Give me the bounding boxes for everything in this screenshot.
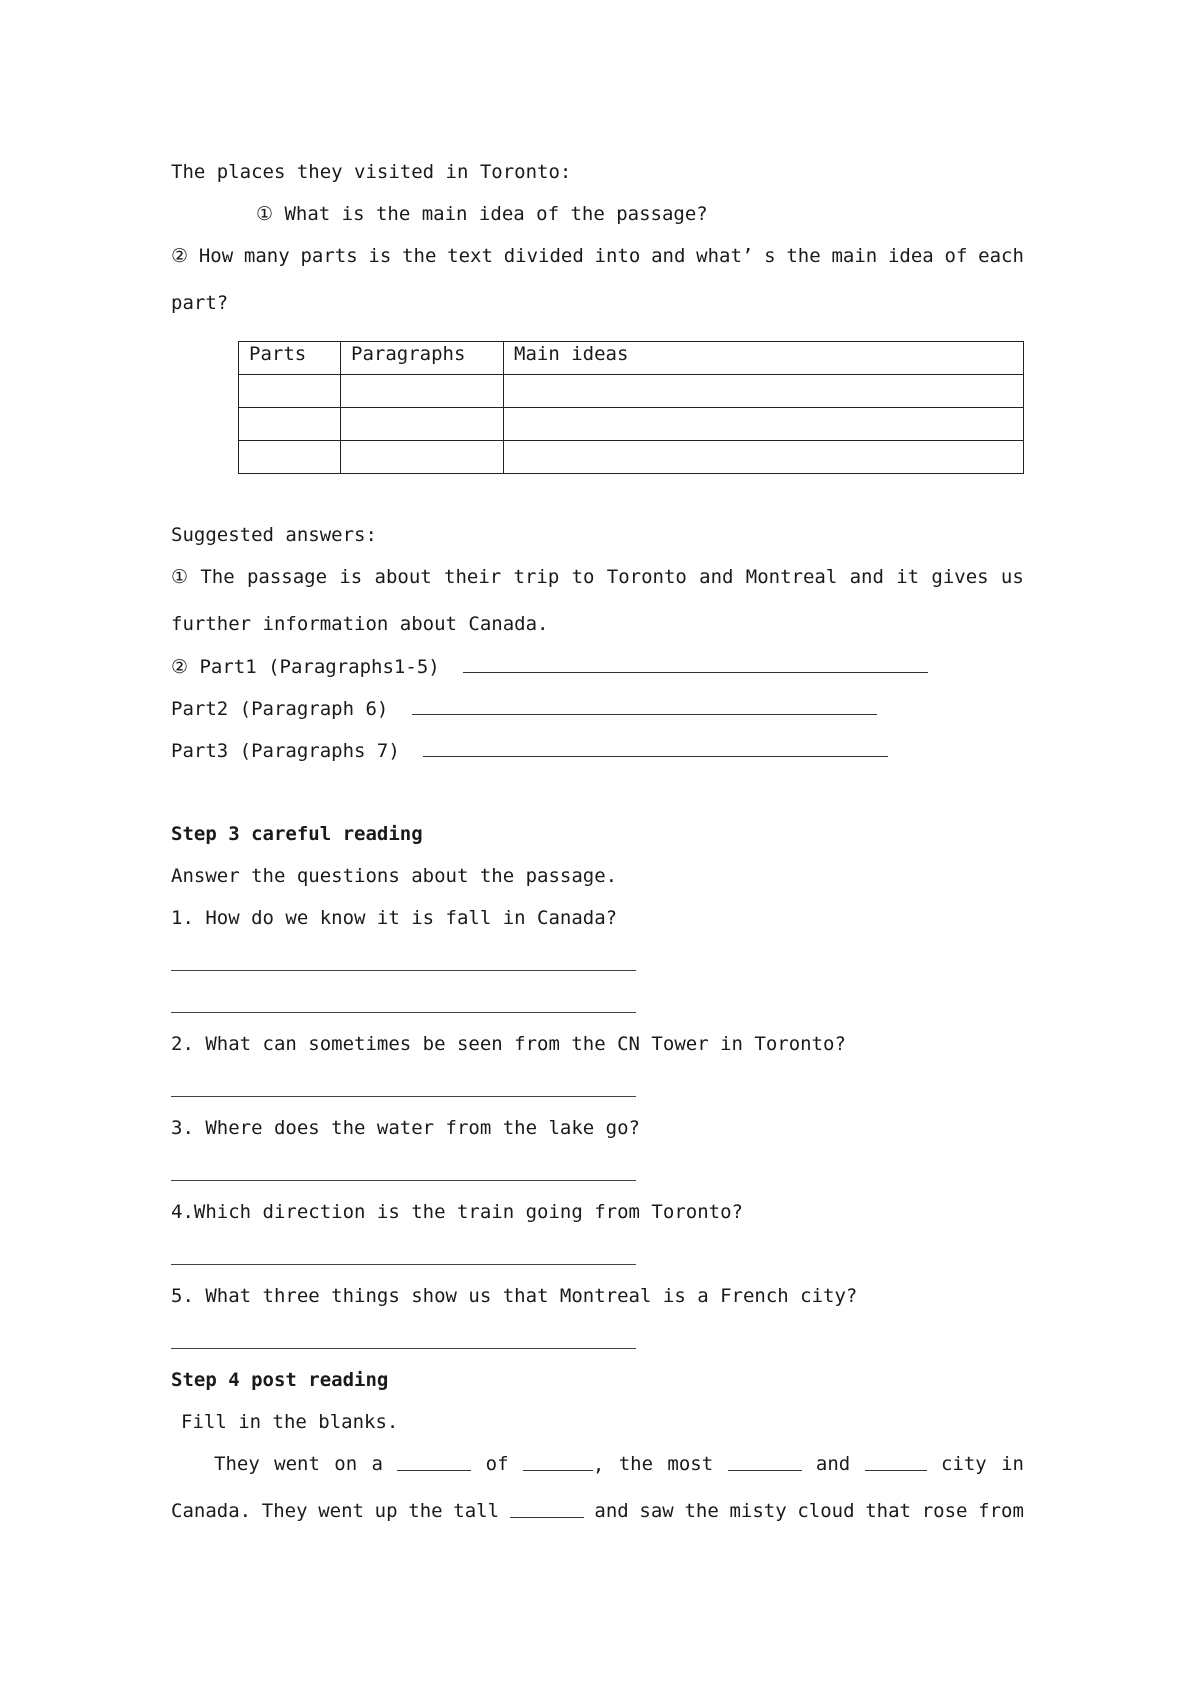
answer-line-3[interactable]	[171, 1180, 636, 1181]
table-cell[interactable]	[341, 408, 504, 441]
blank-4[interactable]	[865, 1452, 927, 1471]
blank-2-group: ,	[523, 1452, 604, 1477]
answer-line-1b[interactable]	[171, 1012, 636, 1013]
part3-blank[interactable]	[423, 738, 888, 757]
table-cell[interactable]	[504, 375, 1024, 408]
answer-line-5[interactable]	[171, 1348, 636, 1349]
parts-table	[238, 341, 1024, 474]
step4-instruction: Fill in the blanks.	[181, 1411, 399, 1433]
header-main-ideas: Main ideas	[504, 342, 1024, 375]
part2-blank[interactable]	[412, 696, 877, 715]
part1-line: ② Part1 (Paragraphs1-5)	[171, 654, 928, 679]
question-1: 1. How do we know it is fall in Canada?	[171, 907, 618, 929]
answer-one-line: ① The passage is about their trip to Toronto and Montreal and it gives us	[171, 566, 1024, 588]
question-parts-line: ② How many parts is the text divided into and what’ s the main idea of each	[171, 245, 1024, 267]
fill-blank-line-1: They went on a of , the most and city in	[214, 1453, 1024, 1476]
question-3: 3. Where does the water from the lake go?	[171, 1117, 640, 1139]
suggested-answers-heading: Suggested answers:	[171, 524, 377, 546]
blank-2[interactable]	[523, 1452, 593, 1471]
table-cell[interactable]	[239, 441, 341, 474]
header-parts: Parts	[239, 342, 341, 375]
question-parts-tail: part?	[171, 292, 229, 314]
table-cell[interactable]	[239, 408, 341, 441]
fill-blank-line-2: Canada. They went up the tall and saw the misty cloud that rose from	[171, 1500, 1024, 1522]
table-row	[239, 375, 1024, 408]
part2-line: Part2 (Paragraph 6)	[171, 696, 877, 721]
answer-line-4[interactable]	[171, 1264, 636, 1265]
step3-instruction: Answer the questions about the passage.	[171, 865, 618, 887]
table-row	[239, 408, 1024, 441]
question-2: 2. What can sometimes be seen from the CN Tower in Toronto?	[171, 1033, 846, 1055]
table-header-row	[239, 342, 1024, 375]
table-cell[interactable]	[504, 441, 1024, 474]
part3-line: Part3 (Paragraphs 7)	[171, 738, 888, 763]
table-cell[interactable]	[341, 441, 504, 474]
answer-line-1a[interactable]	[171, 970, 636, 971]
blank-3[interactable]	[728, 1452, 802, 1471]
blank-5[interactable]	[510, 1499, 584, 1518]
blank-1[interactable]	[397, 1452, 471, 1471]
answer-one-tail: further information about Canada.	[171, 613, 549, 635]
answer-line-2[interactable]	[171, 1096, 636, 1097]
table-cell[interactable]	[504, 408, 1024, 441]
table-cell[interactable]	[239, 375, 341, 408]
table-cell[interactable]	[341, 375, 504, 408]
step3-heading: Step 3 careful reading	[171, 823, 423, 845]
table-row	[239, 441, 1024, 474]
header-paragraphs: Paragraphs	[341, 342, 504, 375]
part1-blank[interactable]	[463, 654, 928, 673]
toronto-places-line: The places they visited in Toronto:	[171, 161, 572, 183]
question-main-idea: ① What is the main idea of the passage?	[256, 203, 708, 225]
question-5: 5. What three things show us that Montreal is a French city?	[171, 1285, 858, 1307]
question-4: 4.Which direction is the train going from Toronto?	[171, 1201, 743, 1223]
step4-heading: Step 4 post reading	[171, 1369, 389, 1391]
